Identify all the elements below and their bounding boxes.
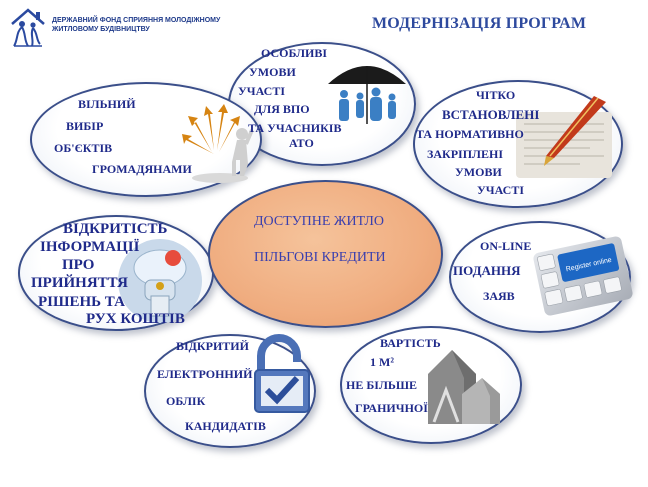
- bubble-top-left-line-3: ОБ'ЄКТІВ: [54, 141, 113, 155]
- bubble-top-line-6: АТО: [289, 136, 314, 150]
- bubble-bottom-right-line-1: ВАРТІСТЬ: [380, 336, 441, 350]
- bubble-top-right-line-1: ЧІТКО: [476, 88, 516, 102]
- bubble-top-line-3: УЧАСТІ: [238, 84, 286, 98]
- bubble-top-line-4: ДЛЯ ВПО: [254, 102, 310, 116]
- bubble-left-line-3: ПРО: [62, 257, 95, 273]
- bubble-top-left-line-2: ВИБІР: [66, 119, 104, 133]
- bubble-top-line-1: ОСОБЛИВІ: [261, 46, 328, 60]
- bubble-left-line-4: ПРИЙНЯТТЯ: [31, 275, 128, 291]
- bubble-bottom-right-line-4: ГРАНИЧНОЇ: [355, 401, 428, 415]
- bubble-left-line-6: РУХ КОШТІВ: [86, 311, 185, 327]
- choice-arrows-icon: [182, 104, 262, 184]
- keyboard-key-label: Register online: [565, 256, 613, 274]
- family-umbrella-icon: [322, 54, 412, 124]
- pen-document-icon: [510, 92, 620, 182]
- register-online-keyboard-icon: [538, 236, 628, 316]
- bubble-left-line-1: ВІДКРИТІСТЬ: [63, 221, 168, 237]
- center-line-1: ДОСТУПНЕ ЖИТЛО: [254, 214, 385, 229]
- bubble-right-line-1: ON-LINE: [480, 239, 532, 253]
- padlock-checkmark-icon: [243, 330, 323, 420]
- bubble-right-line-3: ЗАЯВ: [483, 289, 515, 303]
- bubble-top-right-line-2: ВСТАНОВЛЕНІ: [442, 107, 540, 122]
- organization-name: ДЕРЖАВНИЙ ФОНД СПРИЯННЯ МОЛОДІЖНОМУ ЖИТЛОВОМУ БУДІВНИЦТВУ: [52, 17, 221, 33]
- bubble-top-line-5: ТА УЧАСНИКІВ: [248, 121, 342, 135]
- buildings-price-icon: [424, 338, 504, 428]
- bubble-bottom-left-line-4: КАНДИДАТІВ: [185, 419, 266, 433]
- bubble-top-line-2: УМОВИ: [249, 65, 296, 79]
- center-line-2: ПІЛЬГОВІ КРЕДИТИ: [254, 250, 386, 265]
- bubble-left-line-2: ІНФОРМАЦІЇ: [40, 239, 140, 255]
- bubble-top-right-line-3: ТА НОРМАТИВНО: [416, 127, 524, 141]
- bubble-right-line-2: ПОДАННЯ: [453, 263, 521, 278]
- bubble-bottom-right-line-3: НЕ БІЛЬШЕ: [346, 378, 417, 392]
- bubble-top-left-line-1: ВІЛЬНИЙ: [78, 97, 136, 111]
- bubble-bottom-left-line-1: ВІДКРИТИЙ: [176, 339, 249, 353]
- bubble-top-right-line-4: ЗАКРІПЛЕНІ: [427, 147, 503, 161]
- bubble-bottom-left-line-3: ОБЛІК: [166, 394, 206, 408]
- page-title: МОДЕРНІЗАЦІЯ ПРОГРАМ: [372, 15, 587, 32]
- bubble-top-left-line-4: ГРОМАДЯНАМИ: [92, 162, 192, 176]
- bubble-bottom-right-line-2: 1 М²: [370, 355, 394, 369]
- bubble-top-right-line-5: УМОВИ: [455, 165, 502, 179]
- organization-logo: [8, 4, 48, 48]
- bubble-left-line-5: РІШЕНЬ ТА: [38, 294, 125, 310]
- bubble-top-right-line-6: УЧАСТІ: [477, 183, 525, 197]
- bubble-bottom-left-line-2: ЕЛЕКТРОННИЙ: [157, 367, 253, 381]
